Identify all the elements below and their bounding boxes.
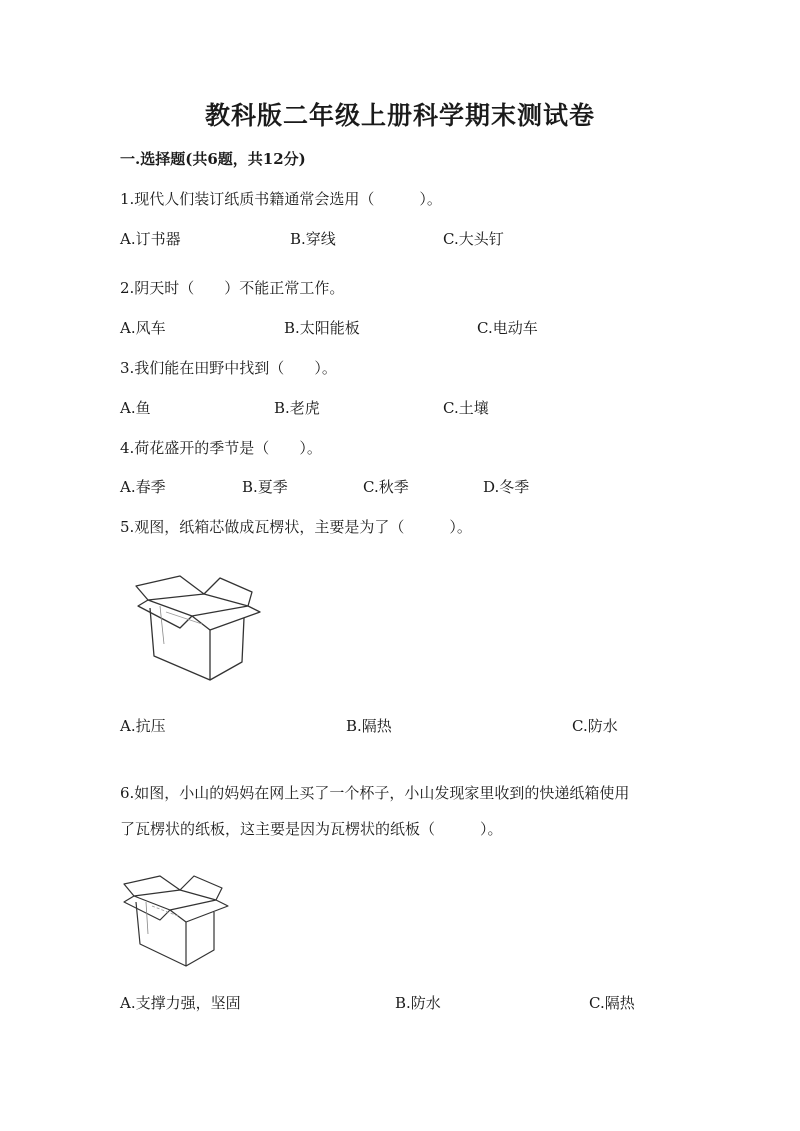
q3-option-c: C.土壤 — [443, 399, 489, 417]
question-2: 2.阴天时（ ）不能正常工作。 — [120, 279, 345, 297]
question-1: 1.现代人们装订纸质书籍通常会选用（ ）。 — [120, 190, 442, 208]
q3-option-b: B.老虎 — [274, 399, 320, 417]
q5-option-b: B.隔热 — [346, 717, 392, 735]
q6-option-b: B.防水 — [395, 994, 441, 1012]
question-3: 3.我们能在田野中找到（ ）。 — [120, 359, 337, 377]
q4-option-d: D.冬季 — [483, 478, 530, 496]
question-4: 4.荷花盛开的季节是（ ）。 — [120, 439, 322, 457]
q1-option-a: A.订书器 — [120, 230, 181, 248]
question-6-line-1: 6.如图，小山的妈妈在网上买了一个杯子，小山发现家里收到的快递纸箱使用 — [120, 784, 630, 802]
q2-option-c: C.电动车 — [477, 319, 538, 337]
q4-option-a: A.春季 — [120, 478, 166, 496]
q4-option-c: C.秋季 — [363, 478, 409, 496]
question-5: 5.观图，纸箱芯做成瓦楞状，主要是为了（ ）。 — [120, 518, 472, 536]
cardboard-box-icon — [120, 872, 230, 970]
q2-option-a: A.风车 — [120, 319, 166, 337]
q3-option-a: A.鱼 — [120, 399, 151, 417]
q2-option-b: B.太阳能板 — [284, 319, 360, 337]
cardboard-box-figure-q6 — [120, 872, 230, 970]
q6-option-a: A.支撑力强，坚固 — [120, 994, 241, 1012]
q4-option-b: B.夏季 — [242, 478, 288, 496]
section-heading: 一.选择题(共6题，共12分) — [120, 150, 306, 168]
q6-option-c: C.隔热 — [589, 994, 635, 1012]
q1-option-c: C.大头钉 — [443, 230, 504, 248]
q5-option-a: A.抗压 — [120, 717, 166, 735]
question-6-line-2: 了瓦楞状的纸板，这主要是因为瓦楞状的纸板（ ）。 — [120, 820, 503, 838]
page-title: 教科版二年级上册科学期末测试卷 — [204, 101, 595, 130]
cardboard-box-figure-q5 — [130, 572, 262, 684]
q1-option-b: B.穿线 — [290, 230, 336, 248]
cardboard-box-icon — [130, 572, 262, 684]
q5-option-c: C.防水 — [572, 717, 618, 735]
